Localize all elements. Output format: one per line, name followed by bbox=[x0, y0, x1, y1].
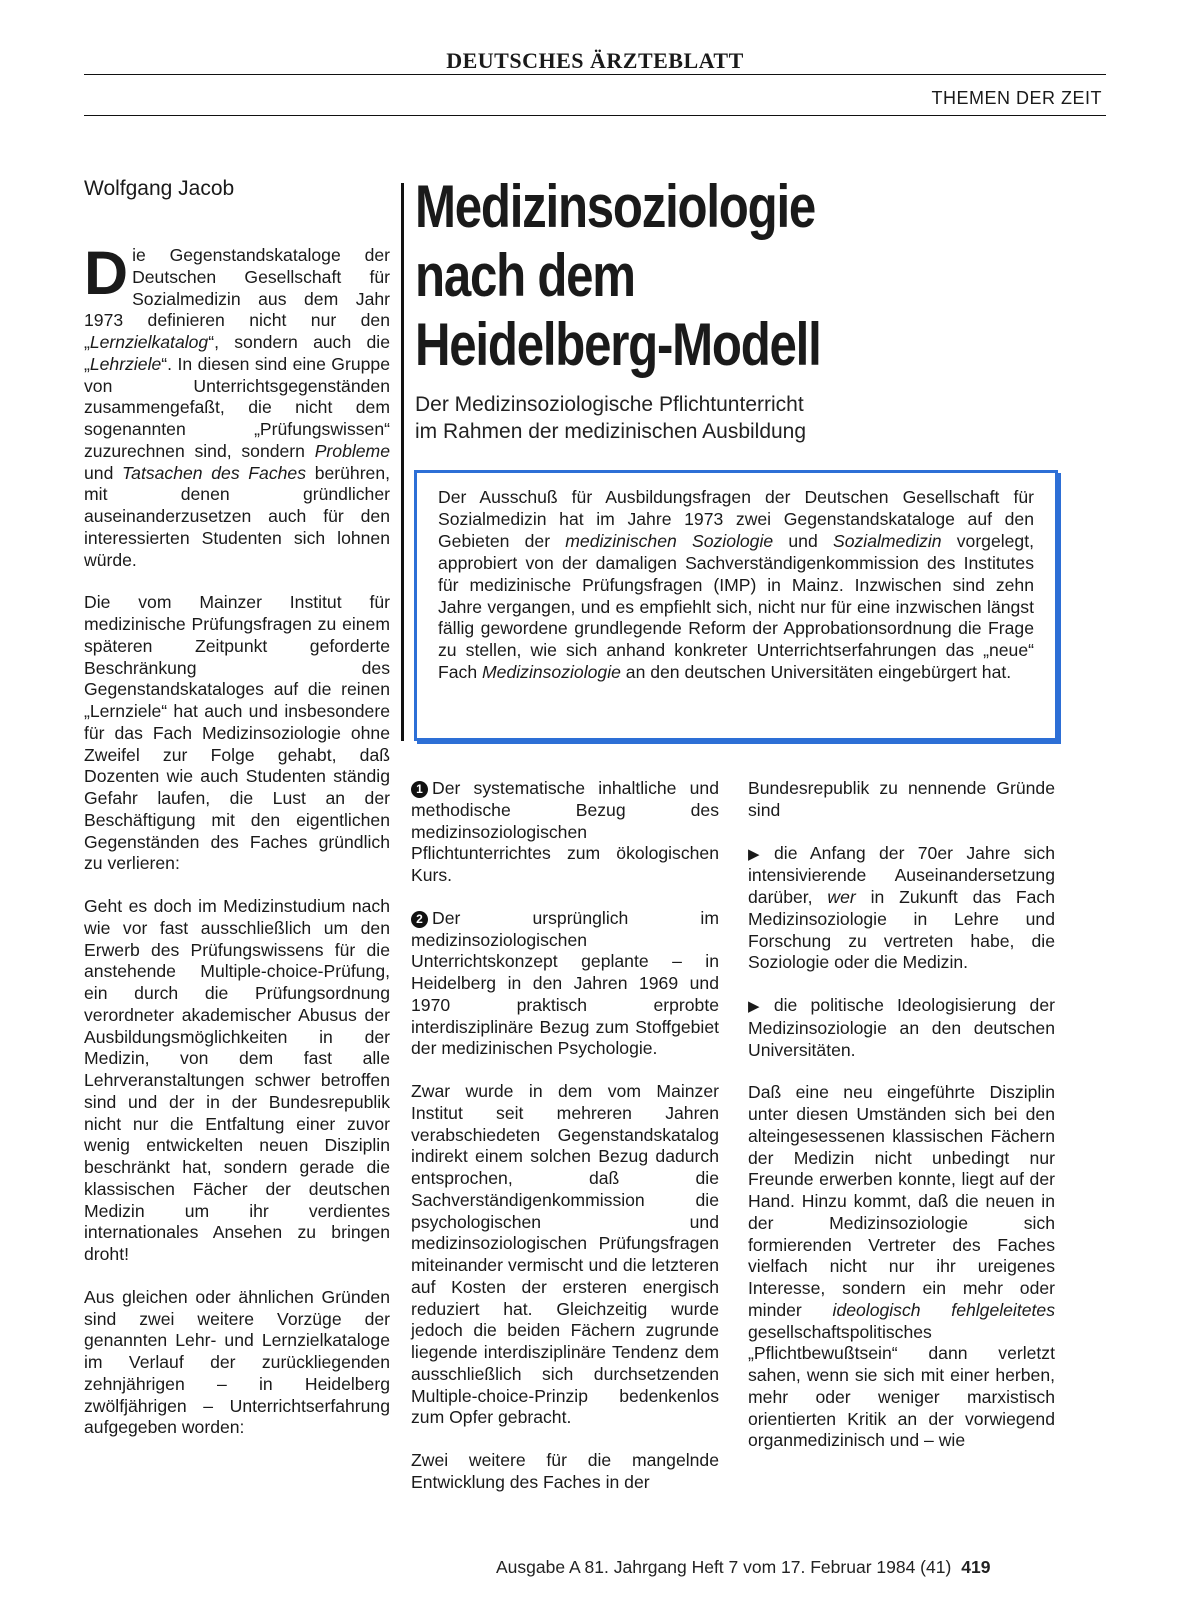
column-3 bbox=[748, 778, 1055, 1473]
intro-paragraph: Die Gegenstandskataloge der Deutschen Gesellschaft für Sozialmedizin aus dem Jahr 1973 definieren nicht nur den „Lernzielkatalog“, sondern auch die „Lehrziele“. In diesen sind eine Gruppe von Unterrichtsgegenständen zusammengefaßt, die nicht dem sogenannten „Prüfungswissen“ zuzurechnen sind, sondern Probleme und Tatsachen des Faches berühren, mit denen gründlicher auseinanderzusetzen auch für den interessierten Studenten sich lohnen würde. bbox=[84, 239, 391, 570]
body-paragraph: Aus gleichen oder ähnlichen Gründen sind zwei weitere Vorzüge der genannten Lehr- und Lernzielkataloge im Verlauf der zurückliegenden zehnjährigen – in Heidelberg zwölfjährigen – Unterrichtserfahrung aufgegeben worden: bbox=[84, 1286, 390, 1438]
body-paragraph: Die vom Mainzer Institut für medizinische Prüfungsfragen zu einem späteren Zeitpunkt geforderte Beschränkung des Gegenstandskataloges auf die reinen „Lernziele“ hat auch und insbesondere für das Fach Medizinsoziologie ohne Zweifel zur Folge gehabt, daß Dozenten wie auch Studenten ständig Gefahr laufen, die Lust an der Beschäftigung mit den eigentlichen Gegenständen des Faches gründlich zu verlieren: bbox=[84, 592, 390, 874]
article-title bbox=[415, 172, 940, 379]
page-number: 419 bbox=[961, 1557, 991, 1577]
column-1 bbox=[84, 239, 391, 1460]
body-paragraph: Bundesrepublik zu nennende Gründe sind bbox=[748, 778, 1055, 820]
title-line: Medizinsoziologie bbox=[415, 173, 816, 240]
body-paragraph: Daß eine neu eingeführte Disziplin unter diesen Umständen sich bei den alteingesessenen klassischen Fächern der Medizin nicht unbedingt nur Freunde erwerben konnte, liegt auf der Hand. Hinzu kommt, daß die neuen in der Medizinsoziologie sich formierenden Vertreter des Faches vielfach nicht nur ihr ureigenes Interesse, sondern ein mehr oder minder ideologisch fehlgeleitetes gesellschaftspolitisches „Pflichtbewußtsein“ dann verletzt sahen, wenn sie sich mit einer herben, mehr oder weniger marxistisch orientierten Kritik an der vorwiegend organmedizinisch und – wie bbox=[748, 1082, 1055, 1451]
masthead-rule bbox=[84, 74, 1106, 75]
numbered-item: 2 Der ursprünglich im medizinsoziologischen Unterrichtskonzept geplante – in Heidelberg in den Jahren 1969 und 1970 praktisch erprobte interdisziplinäre Bezug zum Stoffgebiet der medizinischen Psychologie. bbox=[411, 907, 719, 1059]
drop-cap: D bbox=[84, 239, 129, 307]
body-paragraph: Zwar wurde in dem vom Mainzer Institut seit mehreren Jahren verabschiedeten Gegenstandskatalog indirekt einem solchen Bezug dadurch entsprochen, daß die Sachverständigenkommission die psychologischen und medizinsoziologischen Prüfungsfragen miteinander vermischt und die letzteren auf Kosten der ersteren energisch reduziert hat. Gleichzeitig wurde jedoch die beiden Fächern zugrunde liegende interdisziplinäre Tendenz dem ausschließlich sich durchsetzenden Multiple-choice-Prinzip bedenkenlos zum Opfer gebracht. bbox=[411, 1081, 719, 1428]
numbered-item: 1 Der systematische inhaltliche und methodische Bezug des medizinsoziologischen Pflichtunterrichtes zum ökologischen Kurs. bbox=[411, 778, 719, 885]
body-paragraph: Zwei weitere für die mangelnde Entwicklung des Faches in der bbox=[411, 1450, 719, 1492]
page-footer bbox=[496, 1557, 991, 1578]
column-2 bbox=[411, 778, 719, 1515]
title-divider bbox=[401, 183, 404, 741]
number-badge-1: 1 bbox=[411, 781, 428, 798]
abstract: Der Ausschuß für Ausbildungsfragen der Deutschen Gesellschaft für Sozialmedizin hat im Jahre 1973 zwei Gegenstandskataloge auf den Gebieten der medizinischen Soziologie und Sozialmedizin vorgelegt, approbiert von der damaligen Sachverständigenkommission des Institutes für medizinische Prüfungsfragen (IMP) in Mainz. Inzwischen sind zehn Jahre vergangen, und es empfiehlt sich, nicht nur für eine inzwischen längst fällig gewordene grundlegende Reform der Approbationsordnung die Frage zu stellen, wie sich anhand konkreter Unterrichtserfahrungen das „neue“ Fach Medizinsoziologie an den deutschen Universitäten eingebürgert hat. bbox=[438, 487, 1034, 683]
section-rule bbox=[84, 115, 1106, 116]
bullet-item: ▶ die politische Ideologisierung der Medizinsoziologie an den deutschen Universitäten. bbox=[748, 995, 1055, 1060]
bullet-item: ▶ die Anfang der 70er Jahre sich intensivierende Auseinandersetzung darüber, wer in Zukunft das Fach Medizinsoziologie in Lehre und Forschung zu vertreten habe, die Soziologie oder die Medizin. bbox=[748, 842, 1055, 973]
number-badge-2: 2 bbox=[411, 911, 428, 928]
subtitle-line: im Rahmen der medizinischen Ausbildung bbox=[415, 420, 807, 443]
issue-citation: Ausgabe A 81. Jahrgang Heft 7 vom 17. Februar 1984 (41) bbox=[496, 1557, 952, 1577]
body-paragraph: Geht es doch im Medizinstudium nach wie vor fast ausschließlich um den Erwerb des Prüfungswissens für die anstehende Multiple-choice-Prüfung, ein durch die Prüfungsordnung verordneter akademischer Abusus der Ausbildungsmöglichkeiten in der Medizin, von dem fast alle Lehrveranstaltungen schwer betroffen sind und der in der Bundesrepublik nicht nur die Entfaltung einer zuvor wenig entwickelten neuen Disziplin beschränkt hat, sondern gerade die klassischen Fächer der deutschen Medizin um ihr verdientes internationales Ansehen zu bringen droht! bbox=[84, 896, 390, 1264]
triangle-bullet-icon: ▶ bbox=[748, 998, 768, 1015]
triangle-bullet-icon: ▶ bbox=[748, 845, 769, 863]
title-line: Heidelberg-Modell bbox=[415, 311, 821, 378]
section-label: THEMEN DER ZEIT bbox=[931, 88, 1102, 108]
subtitle-line: Der Medizinsoziologische Pflichtunterricht bbox=[415, 393, 804, 416]
author: Wolfgang Jacob bbox=[84, 177, 235, 200]
article-subtitle bbox=[415, 391, 1055, 445]
title-line: nach dem bbox=[415, 242, 635, 309]
masthead: DEUTSCHES ÄRZTEBLATT bbox=[446, 48, 744, 73]
